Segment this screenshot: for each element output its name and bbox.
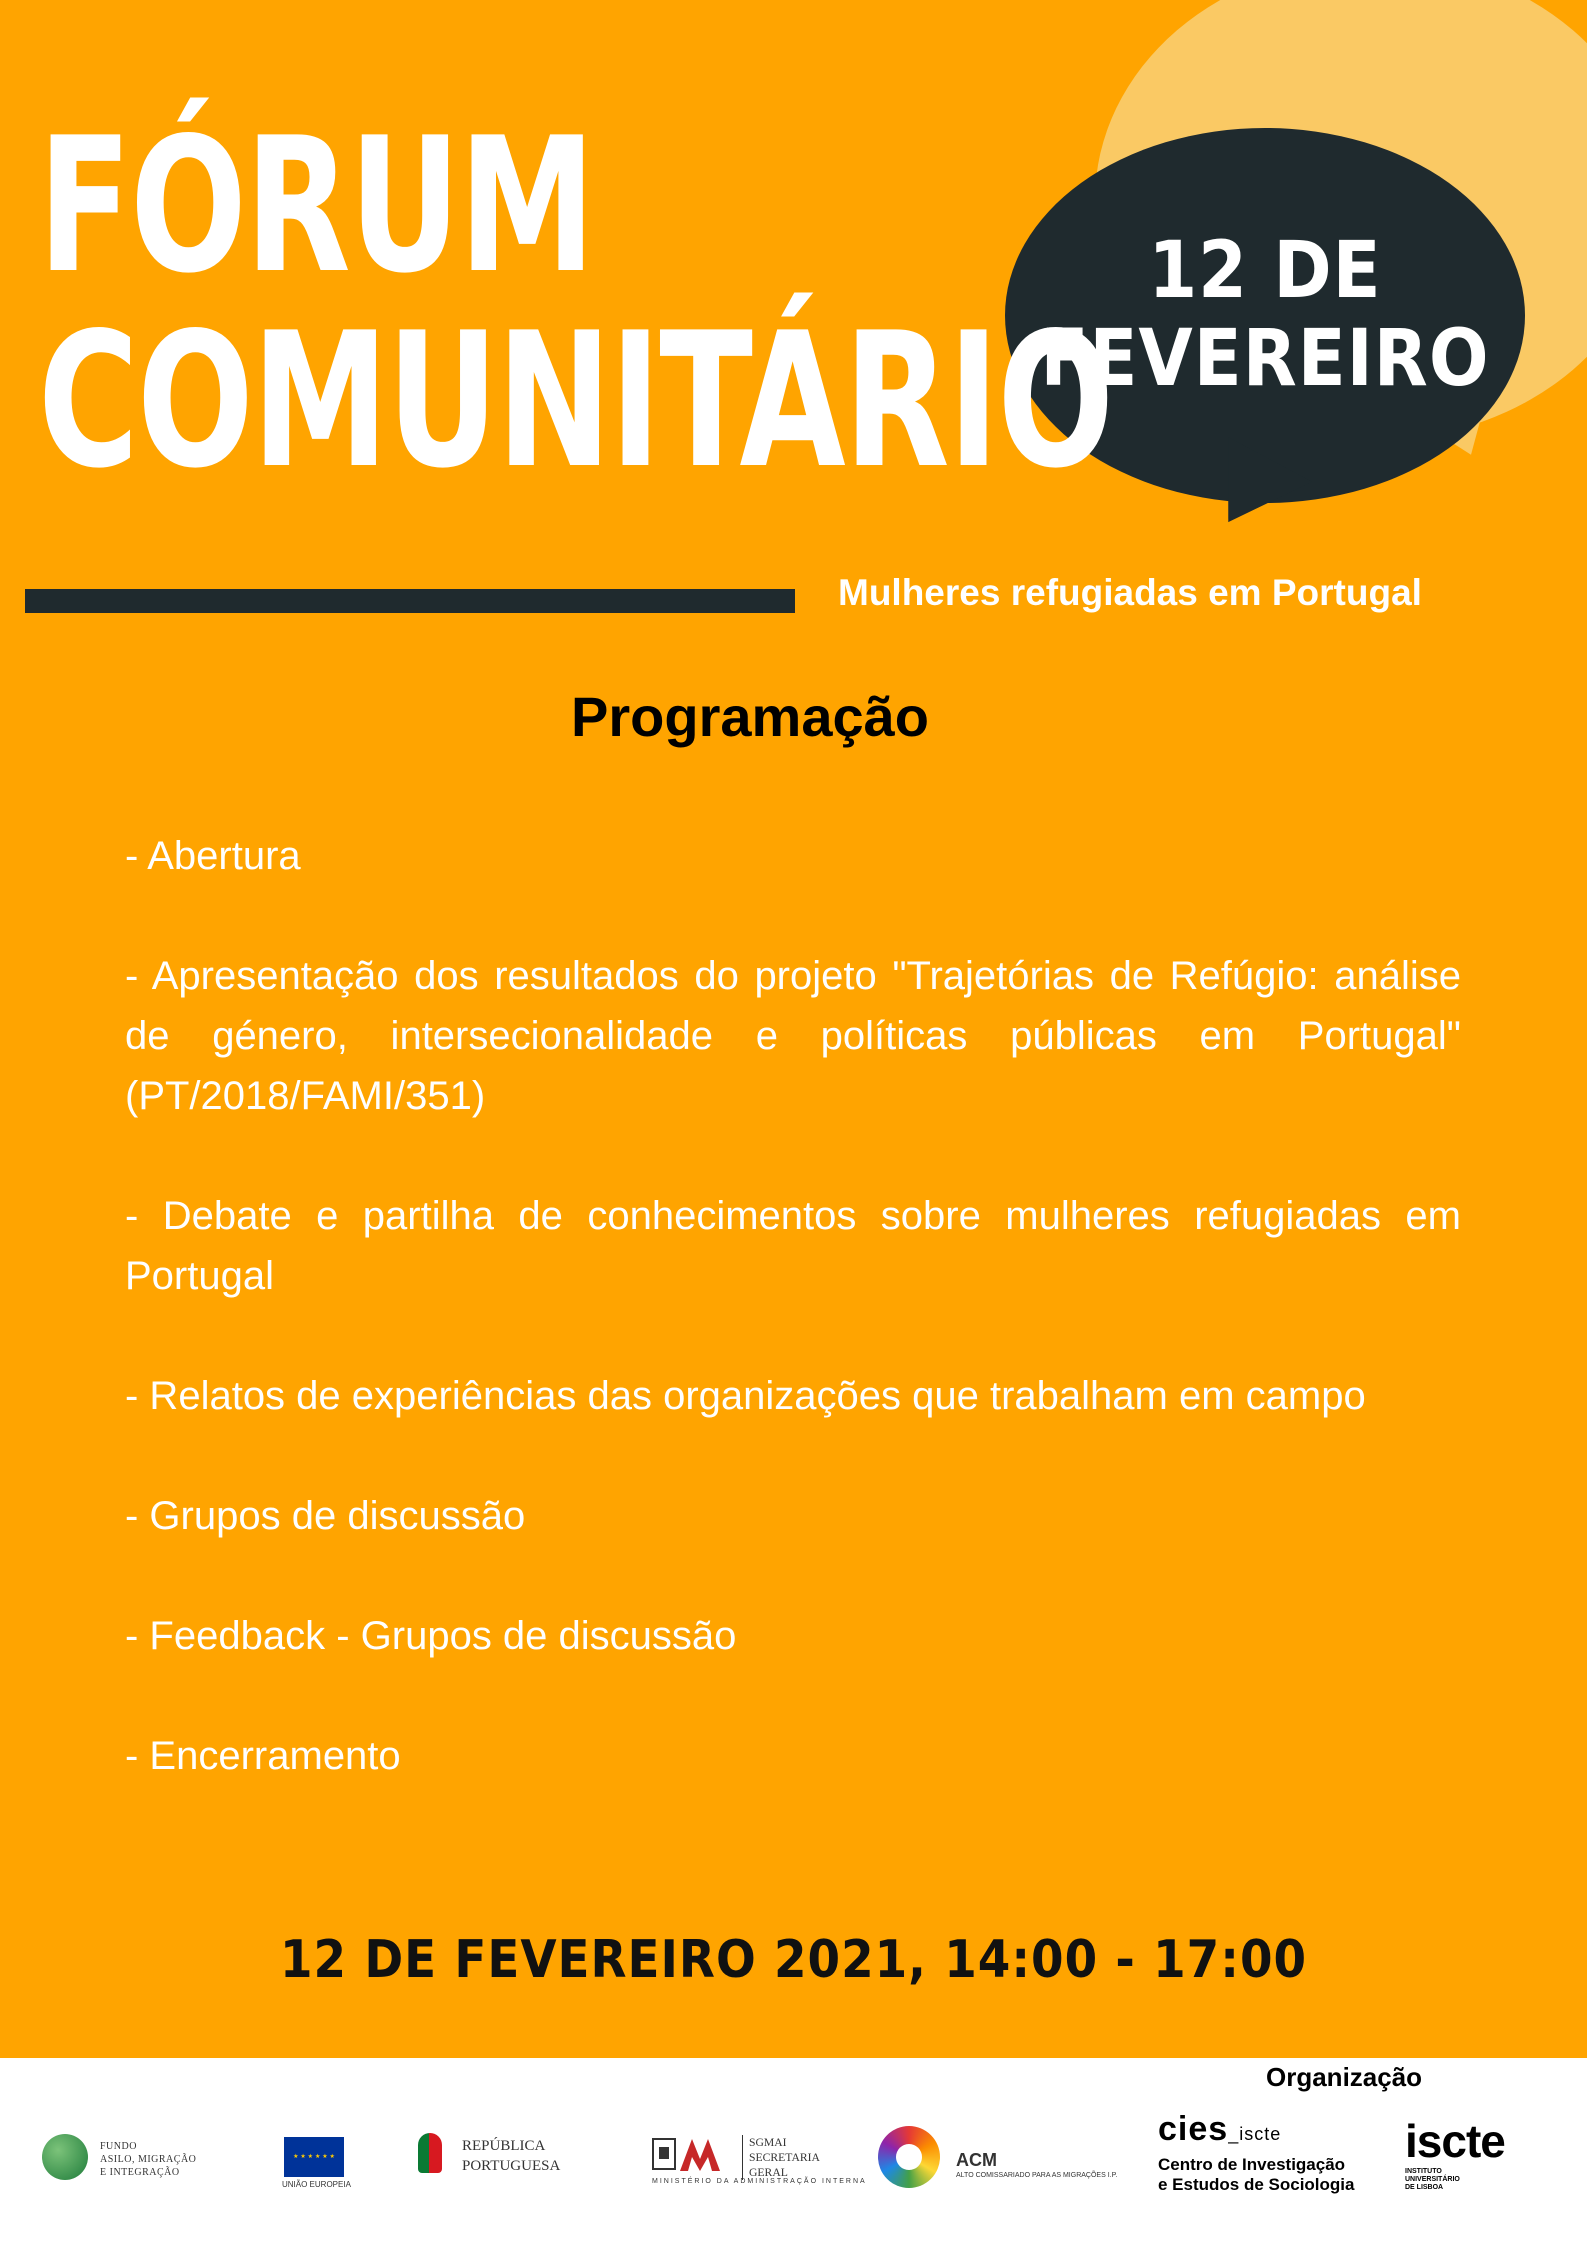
cies-desc-1: Centro de Investigação xyxy=(1158,2155,1346,2174)
republica-portuguesa-icon xyxy=(418,2133,442,2173)
sg-line-1: SGMAI xyxy=(749,2136,787,2149)
divider-bar xyxy=(25,589,795,613)
bubble-line-1: 12 DE xyxy=(1148,226,1382,317)
cies-suffix: _iscte xyxy=(1228,2124,1282,2144)
sg-line-2: SECRETARIA xyxy=(749,2151,820,2164)
title-line-1: FÓRUM xyxy=(38,97,594,314)
program-item: - Abertura xyxy=(125,834,301,878)
fami-logo-icon xyxy=(42,2134,88,2180)
program-item: - Relatos de experiências das organizações que trabalham em campo xyxy=(125,1374,1366,1418)
iscte-logo xyxy=(1405,2115,1505,2192)
fami-logo-text xyxy=(100,2140,196,2179)
fami-line-3: E INTEGRAÇÃO xyxy=(100,2167,180,2178)
title-line-2: COMUNITÁRIO xyxy=(38,292,1113,510)
rp-line-1: REPÚBLICA xyxy=(462,2138,546,2154)
sgmai-logo-text xyxy=(742,2135,820,2180)
cies-desc-2: e Estudos de Sociologia xyxy=(1158,2175,1355,2194)
subtitle: Mulheres refugiadas em Portugal xyxy=(838,572,1422,613)
republica-portuguesa-text xyxy=(462,2136,560,2176)
acm-logo-text: ACM xyxy=(956,2150,997,2170)
fami-line-2: ASILO, MIGRAÇÃO xyxy=(100,2154,197,2165)
rp-line-2: PORTUGUESA xyxy=(462,2158,561,2174)
bubble-line-2: FEVEREIRO xyxy=(1040,313,1490,404)
acm-subtitle: ALTO COMISSARIADO PARA AS MIGRAÇÕES I.P. xyxy=(956,2172,1118,2179)
organization-label: Organização xyxy=(1266,2062,1423,2092)
iscte-desc-2: UNIVERSITÁRIO xyxy=(1405,2176,1460,2183)
iscte-desc-3: DE LISBOA xyxy=(1405,2184,1444,2191)
iscte-desc-1: INSTITUTO xyxy=(1405,2168,1442,2175)
program-item: - Apresentação dos resultados do projeto "Trajetórias de Refúgio: análise de género, intersecionalidade e políticas públicas em Portugal" (PT/2018/FAMI/351) xyxy=(125,954,1461,1118)
eu-label: UNIÃO EUROPEIA xyxy=(282,2180,351,2189)
iscte-brand: iscte xyxy=(1405,2115,1505,2167)
sgmai-subtitle: MINISTÉRIO DA ADMINISTRAÇÃO INTERNA xyxy=(652,2178,867,2185)
program-item: - Feedback - Grupos de discussão xyxy=(125,1614,737,1658)
program-item: - Grupos de discussão xyxy=(125,1494,526,1538)
program-item: - Debate e partilha de conhecimentos sobre mulheres refugiadas em Portugal xyxy=(125,1194,1461,1298)
cies-brand: cies xyxy=(1158,2110,1229,2148)
eu-flag-icon: ★ ★ ★ ★ ★ ★ xyxy=(284,2137,344,2177)
page-title xyxy=(38,97,1113,510)
sg-line-3: GERAL xyxy=(749,2166,788,2179)
sgmai-logo-icon xyxy=(652,2135,734,2173)
cies-iscte-logo xyxy=(1158,2110,1354,2195)
program-item: - Encerramento xyxy=(125,1734,401,1778)
program-list xyxy=(125,826,1461,1846)
event-datetime: 12 DE FEVEREIRO 2021, 14:00 - 17:00 xyxy=(279,1930,1308,1990)
program-heading: Programação xyxy=(571,685,929,748)
fami-line-1: FUNDO xyxy=(100,2141,137,2152)
